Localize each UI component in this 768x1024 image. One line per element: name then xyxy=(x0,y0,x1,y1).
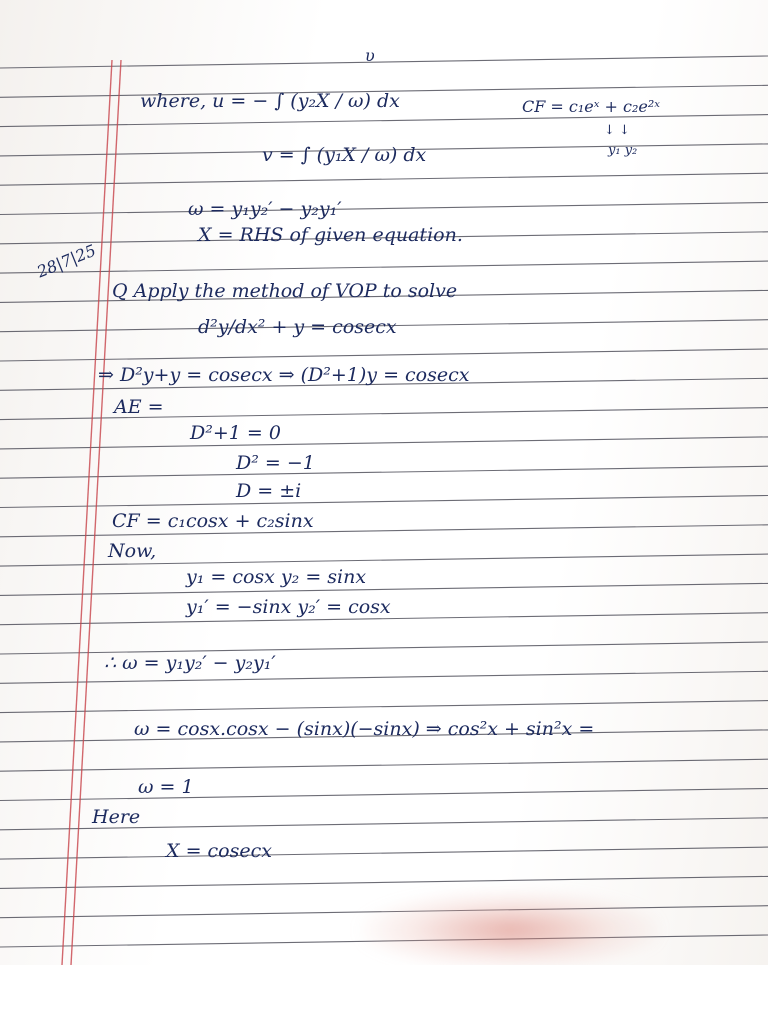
ruled-line xyxy=(0,437,768,449)
ruled-line xyxy=(0,261,768,273)
handwriting-line-1: where, u = − ∫ (y₂X / ω) dx xyxy=(140,90,400,112)
handwriting-line-13: D² = −1 xyxy=(236,452,315,474)
handwriting-line-4: y₁ y₂ xyxy=(608,143,638,158)
finger-shadow xyxy=(360,890,660,965)
ruled-line xyxy=(0,583,768,595)
ruled-line xyxy=(0,847,768,859)
handwriting-line-15: CF = c₁cosx + c₂sinx xyxy=(112,510,314,532)
handwriting-line-19: ∴ ω = y₁y₂′ − y₂y₁′ xyxy=(104,652,276,674)
handwriting-line-10: ⇒ D²y+y = cosecx ⇒ (D²+1)y = cosecx xyxy=(98,364,470,386)
equation-line: d²y/dx² + y = cosecx xyxy=(198,316,397,338)
handwriting-line-7: X = RHS of given equation. xyxy=(198,224,463,246)
date-note: 28|7|25 xyxy=(34,240,99,282)
ruled-line xyxy=(0,496,768,508)
ruled-line xyxy=(0,876,768,888)
handwriting-line-14: D = ±i xyxy=(236,480,302,502)
question-line: Q Apply the method of VOP to solve xyxy=(112,280,458,302)
handwriting-line-2: CF = c₁eˣ + c₂e²ˣ xyxy=(522,97,660,116)
ruled-line xyxy=(0,466,768,478)
ruled-line xyxy=(0,349,768,361)
top-mark: υ xyxy=(365,46,375,65)
margin-line xyxy=(62,60,112,965)
handwriting-line-11: AE = xyxy=(114,396,164,418)
handwriting-line-23: X = cosecx xyxy=(166,840,272,862)
ruled-line xyxy=(0,56,768,68)
ruled-line xyxy=(0,789,768,801)
ruled-line xyxy=(0,203,768,215)
ruled-line xyxy=(0,701,768,713)
handwriting-line-3: ↓ ↓ xyxy=(604,123,630,138)
ruled-line xyxy=(0,759,768,771)
handwriting-line-12: D²+1 = 0 xyxy=(190,422,281,444)
handwriting-line-22: Here xyxy=(92,806,141,828)
handwriting-line-20: ω = cosx.cosx − (sinx)(−sinx) ⇒ cos²x + sin²x = xyxy=(134,718,595,740)
handwriting-line-21: ω = 1 xyxy=(138,776,194,798)
handwriting-line-6: ω = y₁y₂′ − y₂y₁′ xyxy=(188,198,342,220)
handwriting-line-16: Now, xyxy=(108,540,157,562)
handwriting-line-17: y₁ = cosx y₂ = sinx xyxy=(186,566,367,588)
handwriting-line-18: y₁′ = −sinx y₂′ = cosx xyxy=(186,596,391,618)
handwriting-line-5: v = ∫ (y₁X / ω) dx xyxy=(262,144,427,166)
